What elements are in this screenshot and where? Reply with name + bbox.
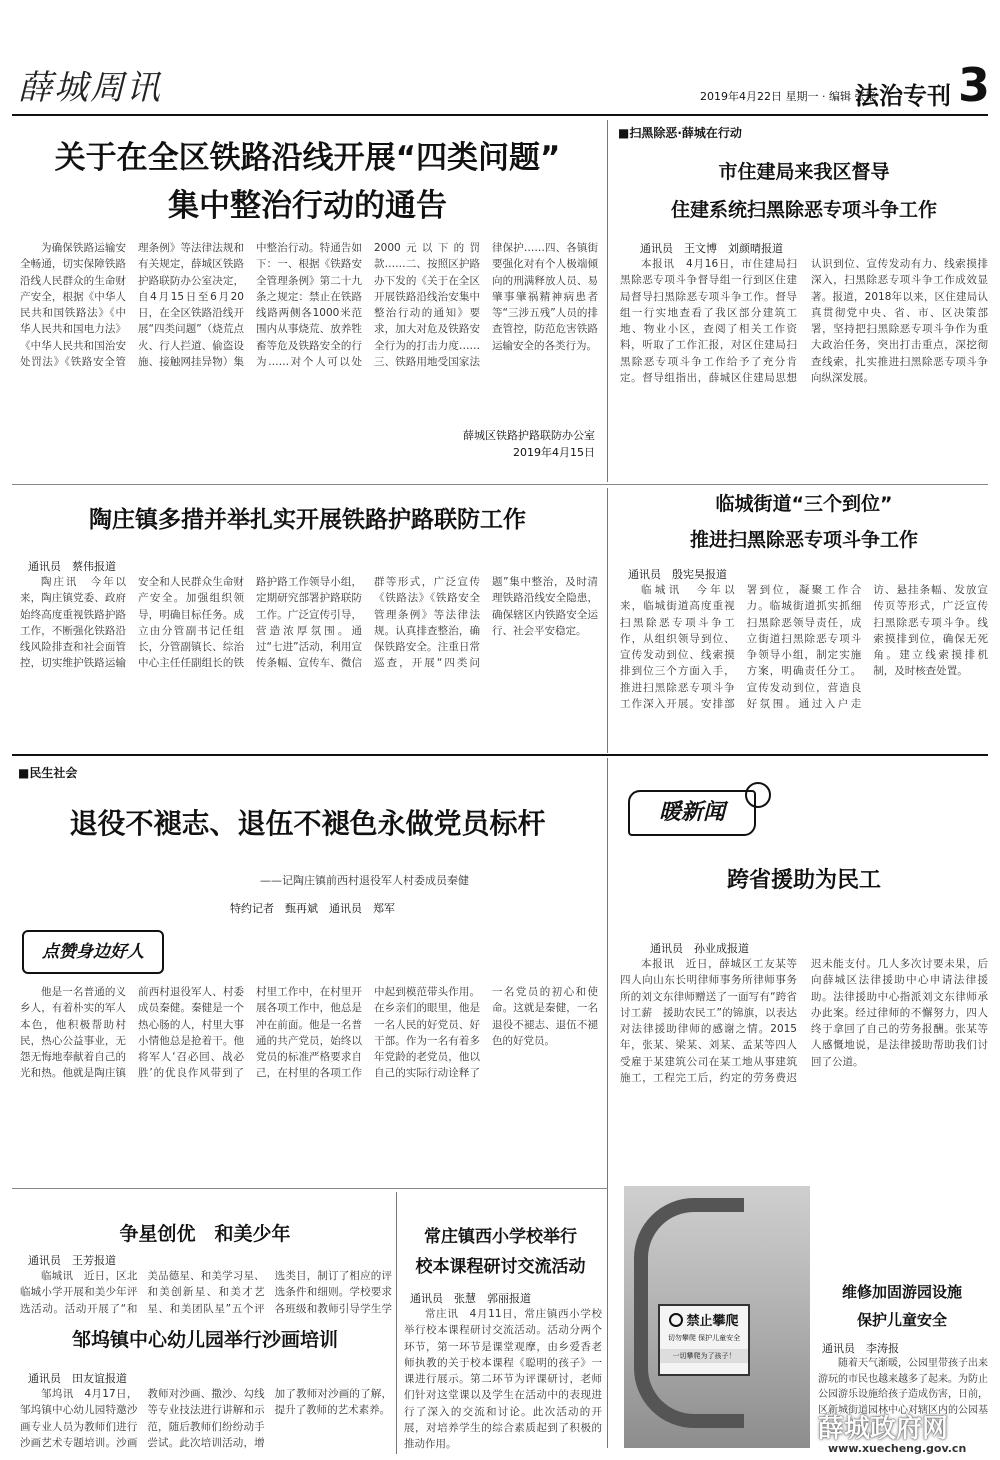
newspaper-logo: 薛城周讯 — [18, 68, 162, 108]
changzhuang-title-line1: 常庄镇西小学校举行 — [424, 1227, 577, 1247]
jianshe-body-text: 本报讯 4月16日，市住建局扫黑除恶专项斗争督导组一行到区住建局督导扫黑除恶专项斗争工作。督导组一行实地查看了我区部分建筑工地、物业小区，查阅了相关工作资料，听取了工作汇报，对区住建局扫黑除恶专项斗争工作给予了充分肯定。督导组指出，薛城区住建局思想认识到位、宣传发动有力、线索摸排深入，扫黑除恶专项斗争工作成效显著。报道，2018年以来，区住建局认真贯彻党中央、省、市、区决策部署，坚持把扫黑除恶专项斗争作为重大政治任务，突出打击重点，深挖彻查线索，扎实推进扫黑除恶专项斗争向纵深发展。 — [620, 258, 988, 384]
changzhuang-title-line2: 校本课程研讨交流活动 — [415, 1257, 586, 1277]
changzhuang-byline: 通讯员 张慧 郭丽报道 — [410, 1292, 531, 1305]
notice-sign-date: 2019年4月15日 — [513, 445, 595, 459]
youeryuan-byline: 通讯员 田友谊报道 — [28, 1372, 127, 1385]
minsheng-body — [20, 984, 598, 1184]
changzhuang-body — [404, 1306, 602, 1452]
divider — [12, 754, 988, 756]
column-divider — [607, 120, 608, 482]
jianshe-body — [620, 256, 988, 482]
minsheng-body-text: 他是一名普通的义乡人，有着朴实的军人本色，他积极帮助村民，热心公益事业，无怨无悔地奉献着自己的光和热。他就是陶庄镇前西村退役军人、村委成员秦健。秦健是一个热心肠的人，村里大事小情他总是抢着干。他将军人‘召必回、战必胜’的优良作风带到了村里工作中，在村里开展各项工作中，他总是冲在前面。他是一名普通的共产党员，始终以党员的标准严格要求自己，在村里的各项工作中起到模范带头作用。在乡亲们的眼里，他是一名人民的好党员、好干部。作为一名有着多年党龄的老党员，他以自己的实际行动诠释了一名党员的初心和使命。这就是秦健，一名退役不褪志、退伍不褪色的好党员。 — [20, 986, 598, 1080]
zhengxing-byline: 通讯员 王芳报道 — [28, 1254, 116, 1267]
issue-date-line: 2019年4月22日 星期一 · 编辑 张艳 — [700, 90, 877, 103]
sign-footer-text: 一切攀爬为了孩子！ — [660, 1349, 748, 1363]
taozhuang-body-text: 陶庄讯 今年以来，陶庄镇党委、政府始终高度重视铁路护路工作，不断强化铁路沿线风险排查和社会面管控，切实维护铁路运输安全和人民群众生命财产安全。加强组织领导，明确目标任务。成立由分管副书记任组长，分管副镇长、综治中心主任任副组长的铁路护路工作领导小组，定期研究部署护路联防工作。广泛宣传引导，营造浓厚氛围。通过“七进”活动，利用宣传条幅、宣传车、微信群等形式，广泛宣传《铁路法》《铁路安全管理条例》等法律法规。认真排查整治，确保铁路安全。注重日常巡查，开展“四类问题”集中整治，及时清理铁路沿线安全隐患，确保辖区内铁路安全运行、社会平安稳定。 — [20, 576, 598, 670]
column-divider — [607, 758, 608, 1448]
nuan-body — [620, 956, 988, 1182]
zhengxing-title: 争星创优 和美少年 — [119, 1223, 291, 1245]
minsheng-title: 退役不褪志、退伍不褪色永做党员标杆 — [69, 807, 546, 840]
taozhuang-body — [20, 574, 598, 750]
section-tag: ■扫黑除恶·薛城在行动 — [618, 126, 742, 140]
sun-icon — [745, 782, 771, 808]
section-name: 法治专刊 — [855, 82, 951, 110]
page-number: 3 — [958, 58, 991, 112]
nuan-title: 跨省援助为民工 — [726, 868, 881, 893]
column-divider — [396, 1192, 397, 1454]
minsheng-subtitle: ——记陶庄镇前西村退役军人村委成员秦健 — [260, 874, 469, 887]
sign-text: 禁止攀爬 — [686, 1314, 739, 1329]
section-tag: ■民生社会 — [18, 766, 78, 780]
park-photo — [624, 1186, 810, 1448]
masthead-rule — [12, 114, 988, 116]
zhengxing-body-text: 临城讯 近日，区北临城小学开展和美少年评选活动。活动开展了“和美品德星、和美学习星、和美创新星、和美才艺星、和美团队星”五个评选类目，制订了相应的评选条件和细则。学校要求各班级和教师引导学生学 — [20, 1270, 392, 1315]
notice-signature — [420, 428, 595, 461]
divider — [12, 484, 988, 485]
zhengxing-body — [20, 1268, 392, 1326]
prohibition-icon — [669, 1313, 683, 1327]
youyuan-byline: 通讯员 李涛报 — [822, 1342, 899, 1355]
column-divider — [607, 488, 608, 753]
notice-signer: 薛城区铁路护路联防办公室 — [463, 429, 595, 442]
lincheng-byline: 通讯员 殷宪昊报道 — [628, 568, 727, 581]
nuan-body-text: 本报讯 近日，薛城区工友某等四人向山东长明律师事务所律师事务所的刘文东律师赠送了一面写有“跨省讨工薪 援助农民工”的锦旗，以表达对法律援助律师的感谢之情。2015年，张某、梁某、刘某、孟某等四人受雇于某建筑公司在某工地从事建筑施工，工程完工后，约定的劳务费迟迟未能支付。几人多次讨要未果，后向薛城区法律援助中心申请法律援助。法律援助中心指派刘文东律师承办此案。经过律师的不懈努力，四人终于拿回了自己的劳务报酬。张某等人感慨地说，是法律援助帮助我们讨回了公道。 — [620, 958, 988, 1084]
nuan-byline: 通讯员 孙业成报道 — [650, 942, 749, 955]
notice-title-line2: 集中整治行动的通告 — [168, 188, 447, 224]
changzhuang-body-text: 常庄讯 4月11日，常庄镇西小学校举行校本课程研讨交流活动。活动分两个环节，第一环节是课堂观摩，由乡爱香老师执教的关于校本课程《聪明的孩子》一课进行展示。第二环节为评课研讨，老师们针对这堂课以及学生在活动中的表现进行了深入的交流和讨论。此次活动的开展，对培养学生的综合素质起到了积极的推动作用。 — [404, 1308, 602, 1451]
notice-body-text: 为确保铁路运输安全畅通，切实保障铁路沿线人民群众的生命财产安全，根据《中华人民共和国铁路法》《中华人民共和国电力法》《中华人民共和国治安处罚法》《铁路安全管理条例》等法律法规和有关规定，薛城区铁路护路联防办公室决定，自4月15日至6月20日，在全区铁路沿线开展“四类问题”（烧荒点火、行人拦道、偷盗设施、接触网挂异物）集中整治行动。特通告如下：一、根据《铁路安全管理条例》第二十九条之规定：禁止在铁路线路两侧各1000米范围内从事烧荒、放养牲畜等危及铁路安全的行为……对个人可以处2000元以下的罚款……二、按照区护路办下发的《关于在全区开展铁路沿线治安集中整治行动的通知》要求，加大对危及铁路安全行为的打击力度……三、铁路用地受国家法律保护……四、各镇街要强化对有个人极端倾向的刑满释放人员、易肇事肇祸精神病患者等“三涉五残”人员的排查管控，防范危害铁路运输安全的各类行为。 — [20, 242, 598, 368]
jianshe-title-line1: 市住建局来我区督导 — [718, 161, 890, 183]
lincheng-title-line1: 临城街道“三个到位” — [715, 493, 893, 515]
youeryuan-body — [20, 1386, 392, 1452]
warm-news-badge: 暖新闻 — [628, 790, 756, 836]
jianshe-byline: 通讯员 王文博 刘颜晴报道 — [640, 242, 783, 255]
no-climbing-sign — [658, 1304, 750, 1376]
site-url: www.xuecheng.gov.cn — [828, 1442, 967, 1455]
notice-title-line1: 关于在全区铁路沿线开展“四类问题” — [54, 140, 561, 176]
good-people-badge: 点赞身边好人 — [22, 930, 164, 974]
youeryuan-body-text: 邹坞讯 4月17日，邹坞镇中心幼儿园特邀沙画专业人员为教师们进行沙画艺术专题培训。沙画教师对沙画、撒沙、勾线等专业技法进行讲解和示范，随后教师们纷纷动手尝试。此次培训活动，增加了教师对沙画的了解，提升了教师的艺术素养。 — [20, 1388, 392, 1449]
jianshe-title-line2: 住建系统扫黑除恶专项斗争工作 — [670, 199, 937, 221]
taozhuang-title: 陶庄镇多措并举扎实开展铁路护路联防工作 — [89, 507, 526, 533]
youyuan-body — [818, 1356, 988, 1416]
youeryuan-title: 邹坞镇中心幼儿园举行沙画培训 — [71, 1329, 338, 1351]
taozhuang-byline: 通讯员 蔡伟报道 — [28, 560, 116, 573]
youyuan-title-line1: 维修加固游园设施 — [841, 1283, 962, 1301]
youyuan-body-text: 随着天气渐暖，公园里带孩子出来游玩的市民也越来越多了起来。为防止公园游乐设施给孩子造成伤害，日前，区新城街道园林中心对辖区内的公园基 — [818, 1358, 988, 1416]
site-watermark: 薛城政府网 — [818, 1414, 949, 1444]
lincheng-body-text: 临城讯 今年以来，临城街道高度重视扫黑除恶专项斗争工作，从组织领导到位、宣传发动到位、线索摸排到位三个方面入手，推进扫黑除恶专项斗争工作深入开展。安排部署到位，凝聚工作合力。临城街道抓实抓细扫黑除恶领导责任，成立街道扫黑除恶专项斗争领导小组，制定实施方案，明确责任分工。宣传发动到位，营造良好氛围。通过入户走访、悬挂条幅、发放宣传页等形式，广泛宣传扫黑除恶专项斗争。线索摸排到位，确保无死角。建立线索摸排机制，及时核查处置。 — [620, 584, 988, 710]
minsheng-byline: 特约记者 甄再斌 通讯员 郑军 — [230, 902, 395, 915]
lincheng-body — [620, 582, 988, 750]
divider — [12, 1188, 608, 1189]
sign-small-text: 切勿攀爬 保护儿童安全 — [667, 1334, 741, 1342]
lincheng-title-line2: 推进扫黑除恶专项斗争工作 — [689, 529, 918, 551]
youyuan-title-line2: 保护儿童安全 — [856, 1311, 947, 1329]
